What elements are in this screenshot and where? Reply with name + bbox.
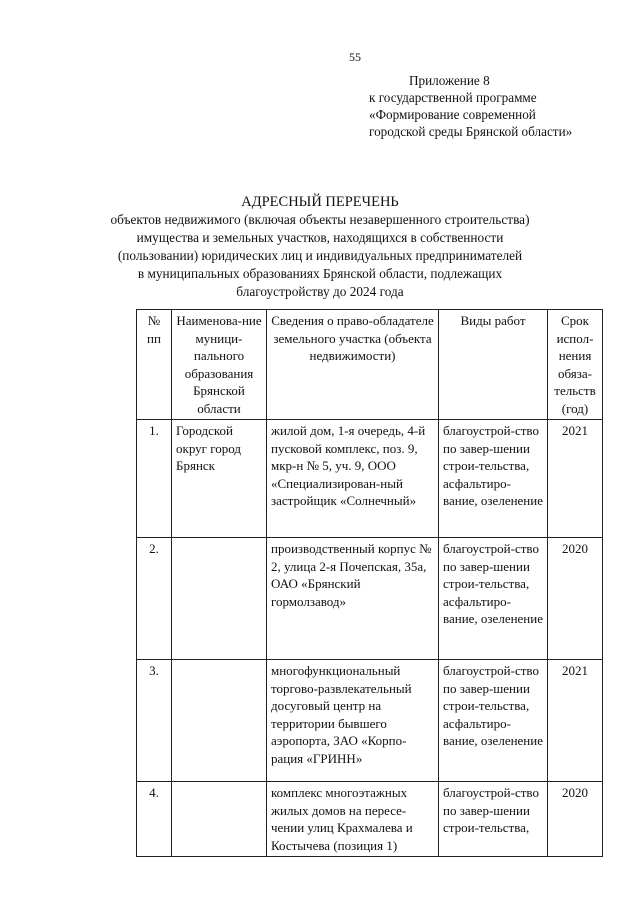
- appendix-line: Приложение 8: [409, 73, 490, 88]
- address-list-table: [136, 309, 603, 857]
- header-works: Виды работ: [439, 310, 548, 420]
- row-number: 1.: [137, 420, 172, 538]
- header-municipality: Наименова-ние муници-пального образования Брянской области: [172, 310, 267, 420]
- row-number: 2.: [137, 538, 172, 660]
- appendix-line: «Формирование современной: [369, 107, 536, 122]
- year-cell: 2021: [548, 420, 603, 538]
- object-cell: жилой дом, 1-я очередь, 4-й пусковой комплекс, поз. 9, мкр-н № 5, уч. 9, ООО «Специализирован-ный застройщик «Солнечный»: [267, 420, 439, 538]
- year-cell: 2021: [548, 660, 603, 782]
- page-number: 55: [349, 50, 361, 64]
- subtitle-line: в муниципальных образованиях Брянской области, подлежащих: [137, 266, 503, 281]
- subtitle-line: объектов недвижимого (включая объекты незавершенного строительства): [110, 212, 530, 227]
- subtitle-line: (пользовании) юридических лиц и индивидуальных предпринимателей: [117, 248, 523, 263]
- works-cell: благоустрой-ство по завер-шении строи-тельства, асфальтиро-вание, озеленение: [439, 420, 548, 538]
- row-number: 4.: [137, 782, 172, 857]
- table-row: [137, 420, 603, 538]
- appendix-line: к государственной программе: [369, 90, 537, 105]
- subtitle-line: благоустройству до 2024 года: [236, 284, 404, 299]
- table-row: [137, 660, 603, 782]
- municipality-cell-empty: [172, 660, 267, 782]
- appendix-line: городской среды Брянской области»: [369, 124, 573, 139]
- appendix-caption: [369, 72, 629, 140]
- year-cell: 2020: [548, 538, 603, 660]
- row-number: 3.: [137, 660, 172, 782]
- subtitle-line: имущества и земельных участков, находящихся в собственности: [136, 230, 504, 245]
- municipality-cell: Городской округ город Брянск: [172, 420, 267, 538]
- header-deadline: Срок испол-нения обяза-тельств (год): [548, 310, 603, 420]
- table-header-row: [137, 310, 603, 420]
- works-cell: благоустрой-ство по завер-шении строи-тельства, асфальтиро-вание, озеленение: [439, 660, 548, 782]
- works-cell: благоустрой-ство по завер-шении строи-тельства, асфальтиро-вание, озеленение: [439, 538, 548, 660]
- document-heading: [0, 193, 640, 301]
- header-number: № пп: [137, 310, 172, 420]
- object-cell: комплекс многоэтажных жилых домов на пересе-чении улиц Крахмалева и Костычева (позиция 1): [267, 782, 439, 857]
- table-row: [137, 538, 603, 660]
- municipality-cell-empty: [172, 538, 267, 660]
- object-cell: производственный корпус № 2, улица 2-я Почепская, 35а, ОАО «Брянский гормолзавод»: [267, 538, 439, 660]
- municipality-cell-empty: [172, 782, 267, 857]
- header-owner-info: Сведения о право-обладателе земельного участка (объекта недвижимости): [267, 310, 439, 420]
- document-title: АДРЕСНЫЙ ПЕРЕЧЕНЬ: [241, 194, 399, 210]
- table-row: [137, 782, 603, 857]
- year-cell: 2020: [548, 782, 603, 857]
- object-cell: многофункциональный торгово-развлекательный досуговый центр на территории бывшего аэропорта, ЗАО «Корпо-рация «ГРИНН»: [267, 660, 439, 782]
- works-cell: благоустрой-ство по завер-шении строи-тельства,: [439, 782, 548, 857]
